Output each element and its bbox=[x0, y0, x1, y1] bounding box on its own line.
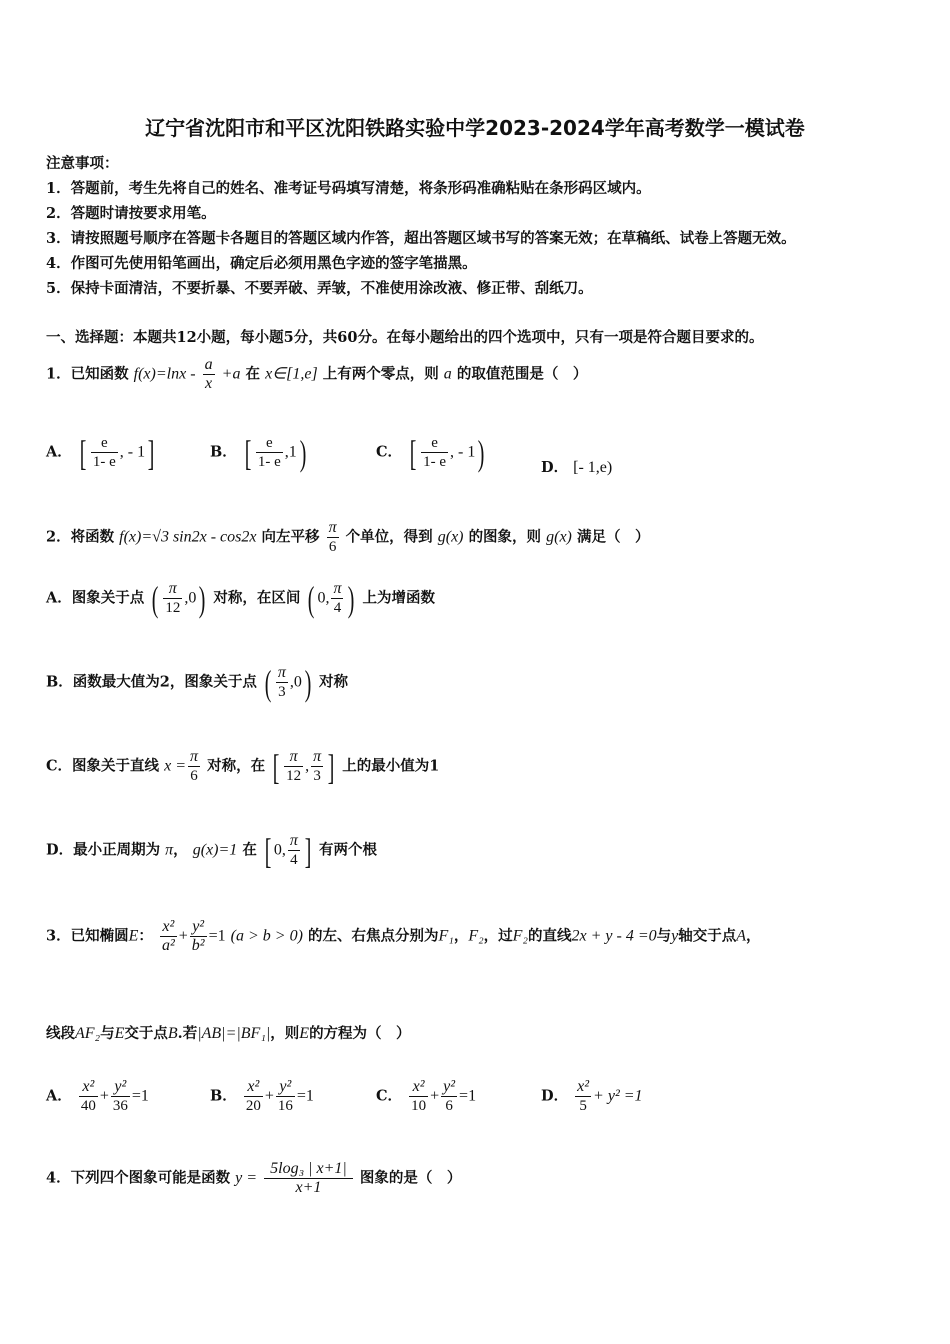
q3-b-d2: 16 bbox=[277, 1098, 293, 1114]
q2-c-t1: 对称，在 bbox=[207, 757, 266, 775]
paren-left: ( bbox=[152, 578, 159, 619]
q3-b-eq: =1 bbox=[296, 1087, 314, 1105]
q2-d-label: D．最小正周期为 bbox=[46, 841, 161, 859]
q3-b-n1: x² bbox=[244, 1078, 263, 1097]
bracket-right: ] bbox=[304, 830, 312, 871]
q3-l2d: .若 bbox=[177, 1025, 198, 1042]
q3-B: B bbox=[167, 1025, 178, 1042]
q2-c-an: π bbox=[284, 748, 303, 767]
q2-c-bn: π bbox=[313, 748, 322, 765]
q2-c-a-frac bbox=[284, 748, 303, 785]
q4-frac bbox=[264, 1160, 353, 1197]
q3-d-tail: + y² =1 bbox=[593, 1087, 643, 1105]
q2-d-int-frac bbox=[288, 832, 300, 869]
q1-option-c-frac bbox=[421, 434, 448, 471]
q2-c-ad: 12 bbox=[286, 768, 302, 784]
q1-mid: 在 bbox=[245, 365, 261, 383]
q3-option-d[interactable] bbox=[541, 1078, 643, 1115]
q1-option-d[interactable] bbox=[541, 456, 612, 477]
q2-end: 满足（ ） bbox=[576, 528, 650, 546]
q3-l2c: 交于点 bbox=[124, 1025, 168, 1042]
q3-A: A bbox=[736, 927, 747, 945]
bracket-left: [ bbox=[409, 432, 417, 473]
q1-a-rest: , - 1 bbox=[119, 443, 146, 461]
q2-b-t1: 对称 bbox=[318, 673, 348, 691]
question-3-line-2 bbox=[46, 1022, 411, 1043]
q3-d-frac1 bbox=[575, 1078, 591, 1115]
q2-d-in: π bbox=[289, 832, 298, 849]
q2-c-line-frac bbox=[188, 748, 200, 785]
q2-c-label: C．图象关于直线 bbox=[46, 757, 160, 775]
q2-a-label: A．图象关于点 bbox=[46, 589, 145, 607]
q3-c-n1: x² bbox=[409, 1078, 428, 1097]
notice-heading: 注意事项： bbox=[46, 155, 119, 172]
q2-d-i0: 0, bbox=[273, 841, 286, 859]
q2-c-bd: 3 bbox=[313, 768, 321, 784]
bracket-left: [ bbox=[272, 746, 280, 787]
q2-option-d[interactable] bbox=[46, 832, 377, 869]
q2-g2: g(x) bbox=[546, 528, 572, 546]
q3-a-n1: x² bbox=[79, 1078, 98, 1097]
q1-fraction bbox=[203, 356, 215, 393]
bracket-right: ] bbox=[327, 746, 335, 787]
notice-item-2: 2．答题时请按要求用笔。 bbox=[46, 205, 216, 222]
q3-a-frac1 bbox=[79, 1078, 98, 1115]
bracket-left: [ bbox=[244, 432, 252, 473]
paren-right: ) bbox=[299, 432, 307, 473]
bracket-left: [ bbox=[79, 432, 87, 473]
q4-end: 图象的是（ ） bbox=[359, 1169, 462, 1187]
q2-d-id: 4 bbox=[290, 852, 298, 868]
q2-function: f(x)=√3 sin2x - cos2x bbox=[119, 528, 257, 546]
q2-g: g(x) bbox=[437, 528, 464, 546]
q2-c-comma: , bbox=[305, 757, 310, 775]
q1-b-rest: ,1 bbox=[284, 443, 297, 461]
q2-a-i0: 0, bbox=[317, 589, 330, 607]
q3-d-label: D． bbox=[541, 1087, 569, 1105]
bracket-left: [ bbox=[264, 830, 272, 871]
q3-b2: b² bbox=[191, 937, 205, 954]
q3-a-frac2 bbox=[111, 1078, 130, 1115]
q3-l2f: 的方程为（ ） bbox=[309, 1025, 411, 1042]
question-2 bbox=[46, 519, 649, 556]
q3-c-frac2 bbox=[441, 1078, 457, 1115]
q1-option-b-label: B． bbox=[210, 443, 237, 461]
q2-mid2: 的图象，则 bbox=[468, 528, 542, 546]
paren-left: ( bbox=[264, 662, 272, 703]
q3-l2a: 线段 bbox=[46, 1025, 75, 1042]
q1-num: a bbox=[204, 356, 213, 373]
q3-a-label: A． bbox=[46, 1087, 72, 1105]
q1-den: x bbox=[205, 375, 213, 392]
q3-t6: ， bbox=[746, 927, 761, 945]
q3-E2: E bbox=[114, 1025, 125, 1042]
q3-t3: 的直线 bbox=[528, 927, 572, 945]
q3-t1: 的左、右焦点分别为 bbox=[307, 927, 439, 945]
q3-c-d1: 10 bbox=[411, 1098, 427, 1114]
q1-c-den: 1- e bbox=[423, 454, 447, 470]
q3-option-a[interactable]: A． $\frac{\text{x²}}{40}$ + $\frac{\text{y²}}{36}$ =1 bbox=[46, 1078, 149, 1114]
bracket-right: ] bbox=[147, 432, 155, 473]
q3-c-frac1 bbox=[409, 1078, 428, 1115]
q3-b-frac1 bbox=[244, 1078, 263, 1115]
q3-F1: F₁ bbox=[438, 927, 454, 945]
q2-b-pd: 3 bbox=[278, 684, 286, 700]
q4-yeq: y = bbox=[235, 1169, 258, 1187]
q1-a-den: 1- e bbox=[92, 454, 116, 470]
q3-cond2: |AB|=|BF₁| bbox=[197, 1025, 271, 1042]
q2-a-pn: π bbox=[163, 580, 182, 599]
q1-var: a bbox=[443, 365, 452, 383]
q3-t4: 与 bbox=[656, 927, 672, 945]
q4-num: 5log₃ | x+1| bbox=[264, 1160, 353, 1179]
page-title: 辽宁省沈阳市和平区沈阳铁路实验中学2023-2024学年高考数学一模试卷 bbox=[145, 116, 805, 140]
q2-shift-frac bbox=[327, 519, 339, 556]
q1-c-rest: , - 1 bbox=[450, 443, 476, 461]
q2-d-geq: g(x)=1 bbox=[192, 841, 238, 859]
q2-b-pn: π bbox=[277, 664, 286, 681]
q3-line: 2x + y - 4 =0 bbox=[571, 927, 657, 945]
q3-sep: ， bbox=[453, 927, 469, 945]
q3-a-d1: 40 bbox=[80, 1098, 96, 1114]
q2-b-point-frac bbox=[276, 664, 288, 701]
q1-function: f(x)=lnx - bbox=[133, 365, 196, 383]
q2-a-t1: 对称，在区间 bbox=[213, 589, 301, 607]
q2-c-pn: π bbox=[190, 748, 199, 765]
q2-six: 6 bbox=[328, 539, 337, 555]
q2-d-t1: 在 bbox=[242, 841, 257, 859]
q2-a-in: π bbox=[333, 580, 342, 597]
q2-a-int-frac bbox=[331, 580, 343, 617]
q2-c-t2: 上的最小值为1 bbox=[342, 757, 440, 775]
paren-right: ) bbox=[199, 578, 206, 619]
question-4 bbox=[46, 1160, 461, 1197]
q3-l2b: 与 bbox=[100, 1025, 115, 1042]
q2-d-comma: ， bbox=[173, 841, 188, 859]
q3-eq1: =1 bbox=[208, 927, 226, 945]
q3-t2: ，过 bbox=[483, 927, 513, 945]
q3-option-b[interactable]: B． $\frac{\text{x²}}{20}$ + $\frac{\text{y²}}{16}$ =1 bbox=[210, 1078, 314, 1114]
q2-option-a[interactable] bbox=[46, 580, 435, 617]
notice-item-4: 4．作图可先使用铅笔画出，确定后必须用黑色字迹的签字笔描黑。 bbox=[46, 255, 477, 272]
q3-F2: F₂ bbox=[468, 927, 484, 945]
q3-option-c[interactable]: C． $\frac{\text{x²}}{10}$ + $\frac{\text{y²}}{6}$ =1 bbox=[376, 1078, 477, 1114]
paren-left: ( bbox=[308, 578, 315, 619]
q2-d-pi: π bbox=[165, 841, 174, 859]
q3-a-n2: y² bbox=[111, 1078, 130, 1097]
q3-a2: a² bbox=[161, 937, 175, 954]
q1-option-c-label: C． bbox=[376, 443, 403, 461]
paren-right: ) bbox=[478, 432, 485, 473]
q2-option-b[interactable] bbox=[46, 664, 348, 701]
q1-option-a-frac bbox=[91, 434, 118, 471]
q2-c-b-frac bbox=[311, 748, 323, 785]
q1-domain: x∈[1,e] bbox=[265, 365, 318, 383]
q3-F2b: F₂ bbox=[512, 927, 528, 945]
q3-y-frac bbox=[190, 918, 207, 955]
q1-option-a-label: A． bbox=[46, 443, 72, 461]
q3-cond: (a > b > 0) bbox=[230, 927, 303, 945]
q2-b-label: B．函数最大值为2，图象关于点 bbox=[46, 673, 257, 691]
q2-prefix: 2．将函数 bbox=[46, 528, 115, 546]
q2-a-pr: ,0 bbox=[184, 589, 197, 607]
q2-c-pd: 6 bbox=[190, 768, 198, 784]
q3-b-n2: y² bbox=[276, 1078, 295, 1097]
q3-b-label: B． bbox=[210, 1087, 237, 1105]
q3-a-eq: =1 bbox=[131, 1087, 149, 1105]
q2-a-id: 4 bbox=[333, 600, 342, 616]
q3-c-n2: y² bbox=[443, 1078, 456, 1095]
q2-option-c[interactable] bbox=[46, 748, 439, 785]
notice-item-3: 3．请按照题号顺序在答题卡各题目的答题区域内作答，超出答题区域书写的答案无效；在草稿纸、试卷上答题无效。 bbox=[46, 230, 796, 247]
q1-option-c[interactable] bbox=[376, 434, 487, 471]
q1-suffix: 上有两个零点，则 bbox=[322, 365, 439, 383]
q4-prefix: 4．下列四个图象可能是函数 bbox=[46, 1169, 231, 1187]
q3-prefix: 3．已知椭圆 bbox=[46, 927, 129, 945]
q3-a-d2: 36 bbox=[112, 1098, 128, 1114]
paren-right: ) bbox=[304, 662, 312, 703]
q1-c-num: e bbox=[421, 434, 448, 453]
q3-x2: x² bbox=[160, 918, 177, 937]
q3-c-eq: =1 bbox=[459, 1087, 477, 1105]
q3-c-d2: 6 bbox=[445, 1098, 453, 1114]
q2-a-pd: 12 bbox=[165, 600, 181, 616]
q1-option-a[interactable] bbox=[46, 434, 157, 471]
q2-pi: π bbox=[328, 519, 337, 536]
q1-d-expr: [- 1,e) bbox=[573, 459, 613, 476]
q4-den: x+1 bbox=[295, 1179, 322, 1196]
question-3-line-1: 3．已知椭圆E： $\frac{\text{x²}}{\text{a²}}$ + $\frac{\text{y²}}{\text{b²}}$ =1 (a > b > 0) 的左、右焦点分别为F₁，F₂，过F₂的直线2x + y - 4 =0与y轴交于点A， bbox=[46, 918, 761, 954]
q1-b-num: e bbox=[256, 434, 283, 453]
q2-a-point-frac bbox=[163, 580, 182, 617]
q1-prefix: 1．已知函数 bbox=[46, 365, 129, 383]
q1-end: 的取值范围是（ ） bbox=[456, 365, 588, 383]
q2-a-t2: 上为增函数 bbox=[362, 589, 436, 607]
q1-option-d-label: D． bbox=[541, 459, 569, 476]
notice-item-1: 1．答题前，考生先将自己的姓名、准考证号码填写清楚，将条形码准确粘贴在条形码区域内。 bbox=[46, 180, 651, 197]
notice-item-5: 5．保持卡面清洁，不要折暴、不要弄破、弄皱，不准使用涂改液、修正带、刮纸刀。 bbox=[46, 280, 593, 297]
q3-b-d1: 20 bbox=[245, 1098, 261, 1114]
q1-option-b[interactable] bbox=[210, 434, 309, 471]
q2-mid: 个单位，得到 bbox=[345, 528, 433, 546]
q3-colon: ： bbox=[138, 927, 153, 945]
q3-c-label: C． bbox=[376, 1087, 403, 1105]
q1-a-num: e bbox=[91, 434, 118, 453]
q3-b-frac2 bbox=[276, 1078, 295, 1115]
paren-right: ) bbox=[348, 578, 355, 619]
q2-b-pr: ,0 bbox=[289, 673, 302, 691]
question-1 bbox=[46, 356, 587, 393]
q1-option-b-frac bbox=[256, 434, 283, 471]
q3-AF2: AF₂ bbox=[75, 1025, 101, 1042]
q3-E3: E bbox=[299, 1025, 310, 1042]
q3-d-n1: x² bbox=[577, 1078, 590, 1095]
q1-plus: +a bbox=[221, 365, 241, 383]
q1-b-den: 1- e bbox=[257, 454, 281, 470]
q3-d-d1: 5 bbox=[579, 1098, 587, 1114]
q2-c-xeq: x = bbox=[164, 757, 187, 775]
q2-shift: 向左平移 bbox=[261, 528, 320, 546]
q3-x-frac bbox=[160, 918, 177, 955]
q3-y: y bbox=[671, 927, 679, 945]
q3-y2: y² bbox=[190, 918, 207, 937]
q2-d-t2: 有两个根 bbox=[318, 841, 377, 859]
q3-E: E bbox=[128, 927, 139, 945]
q3-l2e: ，则 bbox=[270, 1025, 300, 1042]
section-heading: 一、选择题：本题共12小题，每小题5分，共60分。在每小题给出的四个选项中，只有一项是符合题目要求的。 bbox=[46, 329, 764, 346]
q3-t5: 轴交于点 bbox=[678, 927, 737, 945]
